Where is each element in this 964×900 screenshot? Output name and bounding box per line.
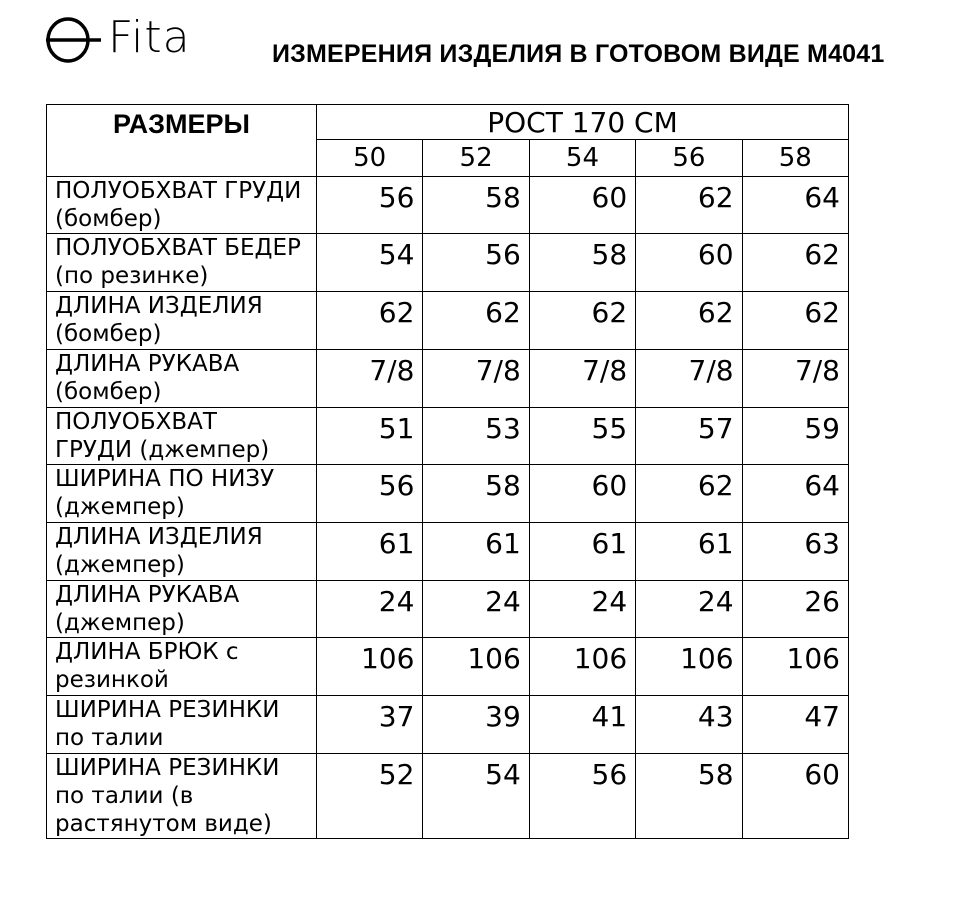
measurement-value: 62	[423, 292, 529, 350]
table-row	[47, 754, 849, 839]
measurement-label	[47, 234, 317, 292]
sizes-header: РАЗМЕРЫ	[47, 105, 317, 177]
measurement-value: 61	[423, 523, 529, 581]
measurement-label-line: (бомбер)	[55, 379, 162, 405]
measurement-value: 61	[317, 523, 423, 581]
document-title: ИЗМЕРЕНИЯ ИЗДЕЛИЯ В ГОТОВОМ ВИДЕ M4041	[272, 40, 885, 68]
measurement-value: 106	[636, 638, 742, 696]
measurement-value: 51	[317, 408, 423, 465]
measurement-value: 56	[317, 177, 423, 234]
table-header-row	[47, 105, 849, 140]
measurement-value: 47	[742, 696, 848, 754]
table-row	[47, 465, 849, 523]
measurement-value: 7/8	[636, 350, 742, 408]
size-header-cell: 50	[317, 140, 423, 177]
measurement-value: 61	[529, 523, 635, 581]
measurement-value: 7/8	[423, 350, 529, 408]
measurement-label-line: ДЛИНА РУКАВА	[55, 351, 240, 377]
measurement-label	[47, 581, 317, 638]
measurement-value: 62	[636, 465, 742, 523]
measurement-value: 58	[423, 465, 529, 523]
measurement-label-line: ДЛИНА ИЗДЕЛИЯ	[55, 524, 263, 550]
measurement-value: 60	[636, 234, 742, 292]
table-row	[47, 177, 849, 234]
measurement-value: 62	[742, 234, 848, 292]
measurement-value: 64	[742, 465, 848, 523]
measurement-value: 57	[636, 408, 742, 465]
measurement-value: 24	[317, 581, 423, 638]
measurement-value: 39	[423, 696, 529, 754]
measurement-label-line: резинкой	[55, 667, 169, 693]
measurement-label-line: (джемпер)	[55, 552, 185, 578]
brand-name: Fita	[108, 12, 191, 63]
measurement-value: 24	[636, 581, 742, 638]
measurement-value: 60	[742, 754, 848, 839]
table-row	[47, 292, 849, 350]
size-table	[46, 104, 849, 839]
measurement-value: 58	[529, 234, 635, 292]
measurement-label-line: по талии	[55, 725, 164, 751]
measurement-label-line: ДЛИНА ИЗДЕЛИЯ	[55, 293, 263, 319]
measurement-label-line: (бомбер)	[55, 321, 162, 347]
measurement-value: 26	[742, 581, 848, 638]
brand-logo	[44, 14, 191, 64]
measurement-label-line: по талии (в	[55, 783, 194, 809]
measurement-label-line: ГРУДИ (джемпер)	[55, 437, 270, 463]
measurement-label	[47, 523, 317, 581]
table-row	[47, 234, 849, 292]
measurement-value: 106	[742, 638, 848, 696]
measurement-value: 56	[529, 754, 635, 839]
measurement-label	[47, 177, 317, 234]
measurement-label	[47, 350, 317, 408]
table-row	[47, 696, 849, 754]
measurement-value: 62	[742, 292, 848, 350]
measurement-value: 59	[742, 408, 848, 465]
measurement-label	[47, 292, 317, 350]
measurement-value: 41	[529, 696, 635, 754]
measurement-value: 58	[636, 754, 742, 839]
measurement-label-line: ШИРИНА ПО НИЗУ	[55, 466, 275, 492]
measurement-label-line: (джемпер)	[55, 494, 185, 520]
measurement-value: 54	[423, 754, 529, 839]
height-header: РОСТ 170 СМ	[317, 105, 849, 140]
measurement-label-line: (бомбер)	[55, 206, 162, 232]
measurement-label-line: (джемпер)	[55, 610, 185, 636]
measurement-value: 7/8	[317, 350, 423, 408]
table-row	[47, 523, 849, 581]
measurement-label-line: ШИРИНА РЕЗИНКИ	[55, 755, 280, 781]
measurement-value: 106	[529, 638, 635, 696]
table-row	[47, 408, 849, 465]
measurement-label-line: ШИРИНА РЕЗИНКИ	[55, 697, 280, 723]
measurement-label	[47, 408, 317, 465]
fita-logo-icon	[44, 14, 102, 64]
measurement-value: 55	[529, 408, 635, 465]
measurement-value: 63	[742, 523, 848, 581]
measurement-value: 52	[317, 754, 423, 839]
measurement-value: 24	[529, 581, 635, 638]
measurement-value: 60	[529, 465, 635, 523]
measurement-value: 62	[529, 292, 635, 350]
measurement-label	[47, 754, 317, 839]
measurement-value: 62	[636, 292, 742, 350]
measurement-value: 56	[423, 234, 529, 292]
measurement-value: 24	[423, 581, 529, 638]
measurement-value: 43	[636, 696, 742, 754]
measurement-value: 56	[317, 465, 423, 523]
measurement-value: 60	[529, 177, 635, 234]
measurement-value: 7/8	[742, 350, 848, 408]
table-row	[47, 350, 849, 408]
measurement-label-line: ПОЛУОБХВАТ ГРУДИ	[55, 178, 302, 204]
measurement-value: 62	[317, 292, 423, 350]
measurement-label-line: ПОЛУОБХВАТ	[55, 409, 217, 435]
measurement-label	[47, 465, 317, 523]
measurement-label-line: ДЛИНА РУКАВА	[55, 582, 240, 608]
measurement-label-line: ДЛИНА БРЮК с	[55, 639, 239, 665]
size-header-cell: 54	[529, 140, 635, 177]
measurement-value: 106	[423, 638, 529, 696]
measurement-label	[47, 638, 317, 696]
measurement-label-line: (по резинке)	[55, 263, 209, 289]
measurement-value: 106	[317, 638, 423, 696]
measurement-label-line: растянутом виде)	[55, 811, 272, 837]
measurement-value: 53	[423, 408, 529, 465]
measurement-value: 54	[317, 234, 423, 292]
measurement-value: 58	[423, 177, 529, 234]
measurement-value: 62	[636, 177, 742, 234]
measurement-value: 61	[636, 523, 742, 581]
measurement-value: 37	[317, 696, 423, 754]
measurement-value: 7/8	[529, 350, 635, 408]
size-header-cell: 58	[742, 140, 848, 177]
table-row	[47, 581, 849, 638]
measurement-value: 64	[742, 177, 848, 234]
measurement-label-line: ПОЛУОБХВАТ БЕДЕР	[55, 235, 301, 261]
size-header-cell: 52	[423, 140, 529, 177]
table-row	[47, 638, 849, 696]
measurement-label	[47, 696, 317, 754]
size-header-cell: 56	[636, 140, 742, 177]
